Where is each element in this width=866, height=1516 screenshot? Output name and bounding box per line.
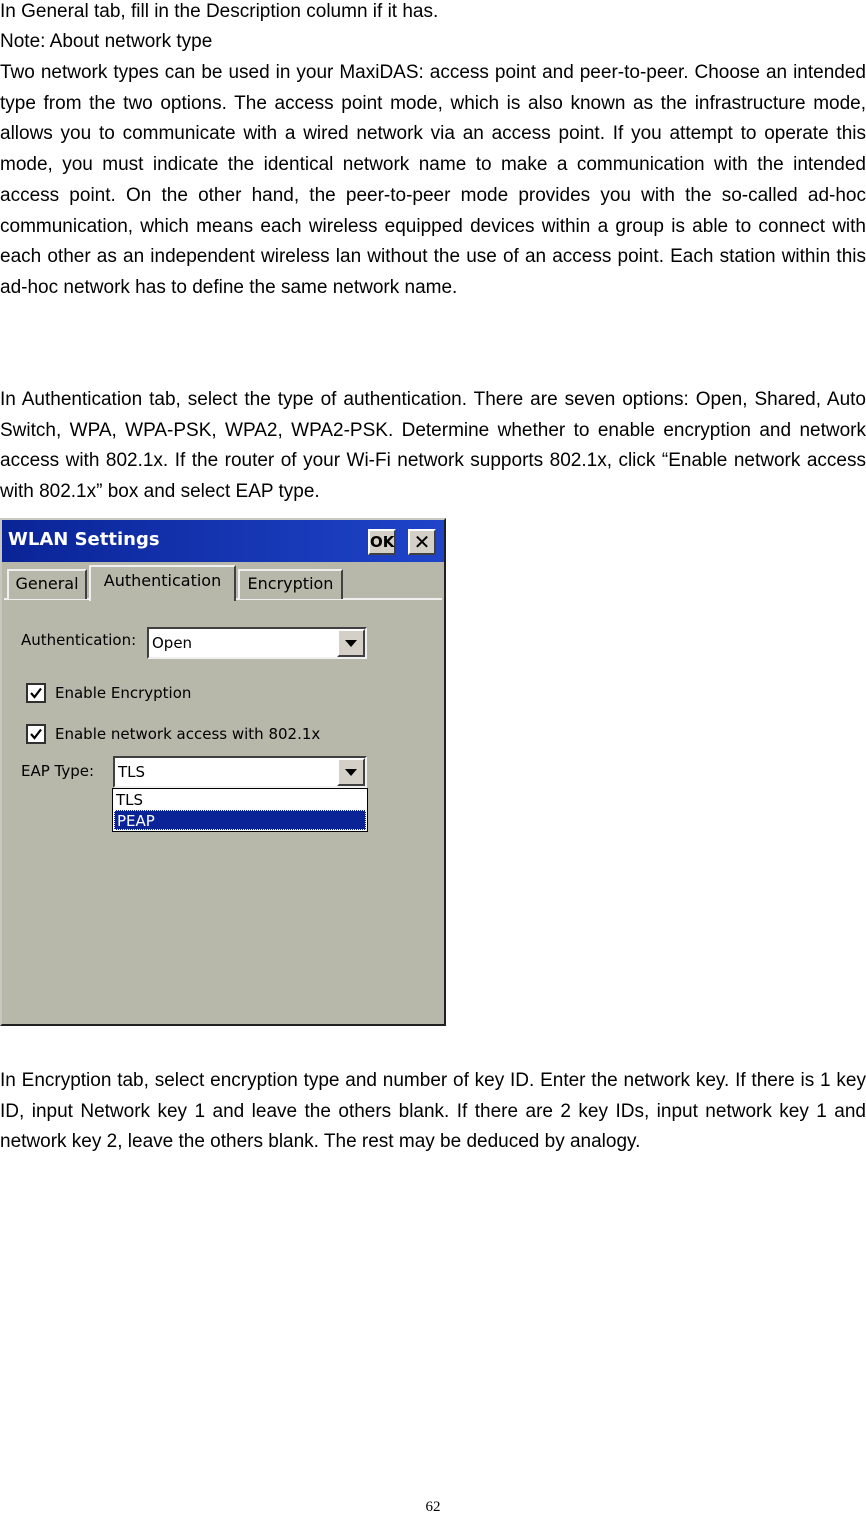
note-heading: Note: About network type	[0, 31, 213, 52]
paragraph-encryption: In Encryption tab, select encryption type and number of key ID. Enter the network key. If there is 1 key ID, input Network key 1 and leave the others blank. If there are 2 key IDs, input network key 1 and network key 2, leave the others blank. The rest may be deduced by analogy.	[0, 1070, 866, 1153]
dialog-title: WLAN Settings	[8, 529, 160, 550]
enable-8021x-checkbox[interactable]	[26, 724, 46, 744]
enable-8021x-label[interactable]: Enable network access with 802.1x	[55, 725, 321, 743]
authentication-select[interactable]	[147, 627, 367, 659]
intro-general-line: In General tab, fill in the Description column if it has.	[0, 1, 439, 22]
ok-button[interactable]: OK	[368, 529, 396, 555]
close-icon[interactable]: ✕	[408, 529, 436, 555]
eap-option-tls[interactable]: TLS	[116, 791, 144, 809]
authentication-label: Authentication:	[21, 631, 137, 649]
tab-general[interactable]: General	[7, 569, 87, 599]
authentication-value: Open	[152, 634, 193, 652]
tab-authentication[interactable]: Authentication	[89, 565, 236, 601]
title-bar	[2, 520, 444, 562]
eap-type-select[interactable]	[113, 756, 367, 788]
chevron-down-icon[interactable]	[337, 629, 365, 657]
paragraph-network-type: Two network types can be used in your MaxiDAS: access point and peer-to-peer. Choose an intended type from the two options. The access point mode, which is also known as the infrastructure mode, allows you to communicate with a wired network via an access point. If you attempt to operate this mode, you must indicate the identical network name to make a communication with the intended access point. On the other hand, the peer-to-peer mode provides you with the so-called ad-hoc communication, which means each wireless equipped devices within a group is able to connect with each other as an independent wireless lan without the use of an access point. Each station within this ad-hoc network has to define the same network name.	[0, 62, 866, 298]
eap-type-value: TLS	[118, 763, 146, 781]
eap-option-peap[interactable]: PEAP	[114, 810, 366, 830]
check-icon	[29, 686, 43, 700]
wlan-settings-dialog	[0, 518, 446, 1026]
eap-type-label: EAP Type:	[21, 762, 95, 780]
paragraph-authentication: In Authentication tab, select the type of authentication. There are seven options: Open, Shared, Auto Switch, WPA, WPA-PSK, WPA2, WPA2-PSK. Determine whether to enable encryption and network access with 802.1x. If the router of your Wi-Fi network supports 802.1x, click “Enable network access with 802.1x” box and select EAP type.	[0, 389, 866, 503]
chevron-down-icon[interactable]	[337, 758, 365, 786]
enable-encryption-label[interactable]: Enable Encryption	[55, 684, 192, 702]
page-number: 62	[425, 1499, 441, 1515]
check-icon	[29, 727, 43, 741]
enable-encryption-checkbox[interactable]	[26, 683, 46, 703]
eap-type-dropdown-list	[112, 788, 368, 832]
tab-encryption[interactable]: Encryption	[238, 569, 343, 599]
